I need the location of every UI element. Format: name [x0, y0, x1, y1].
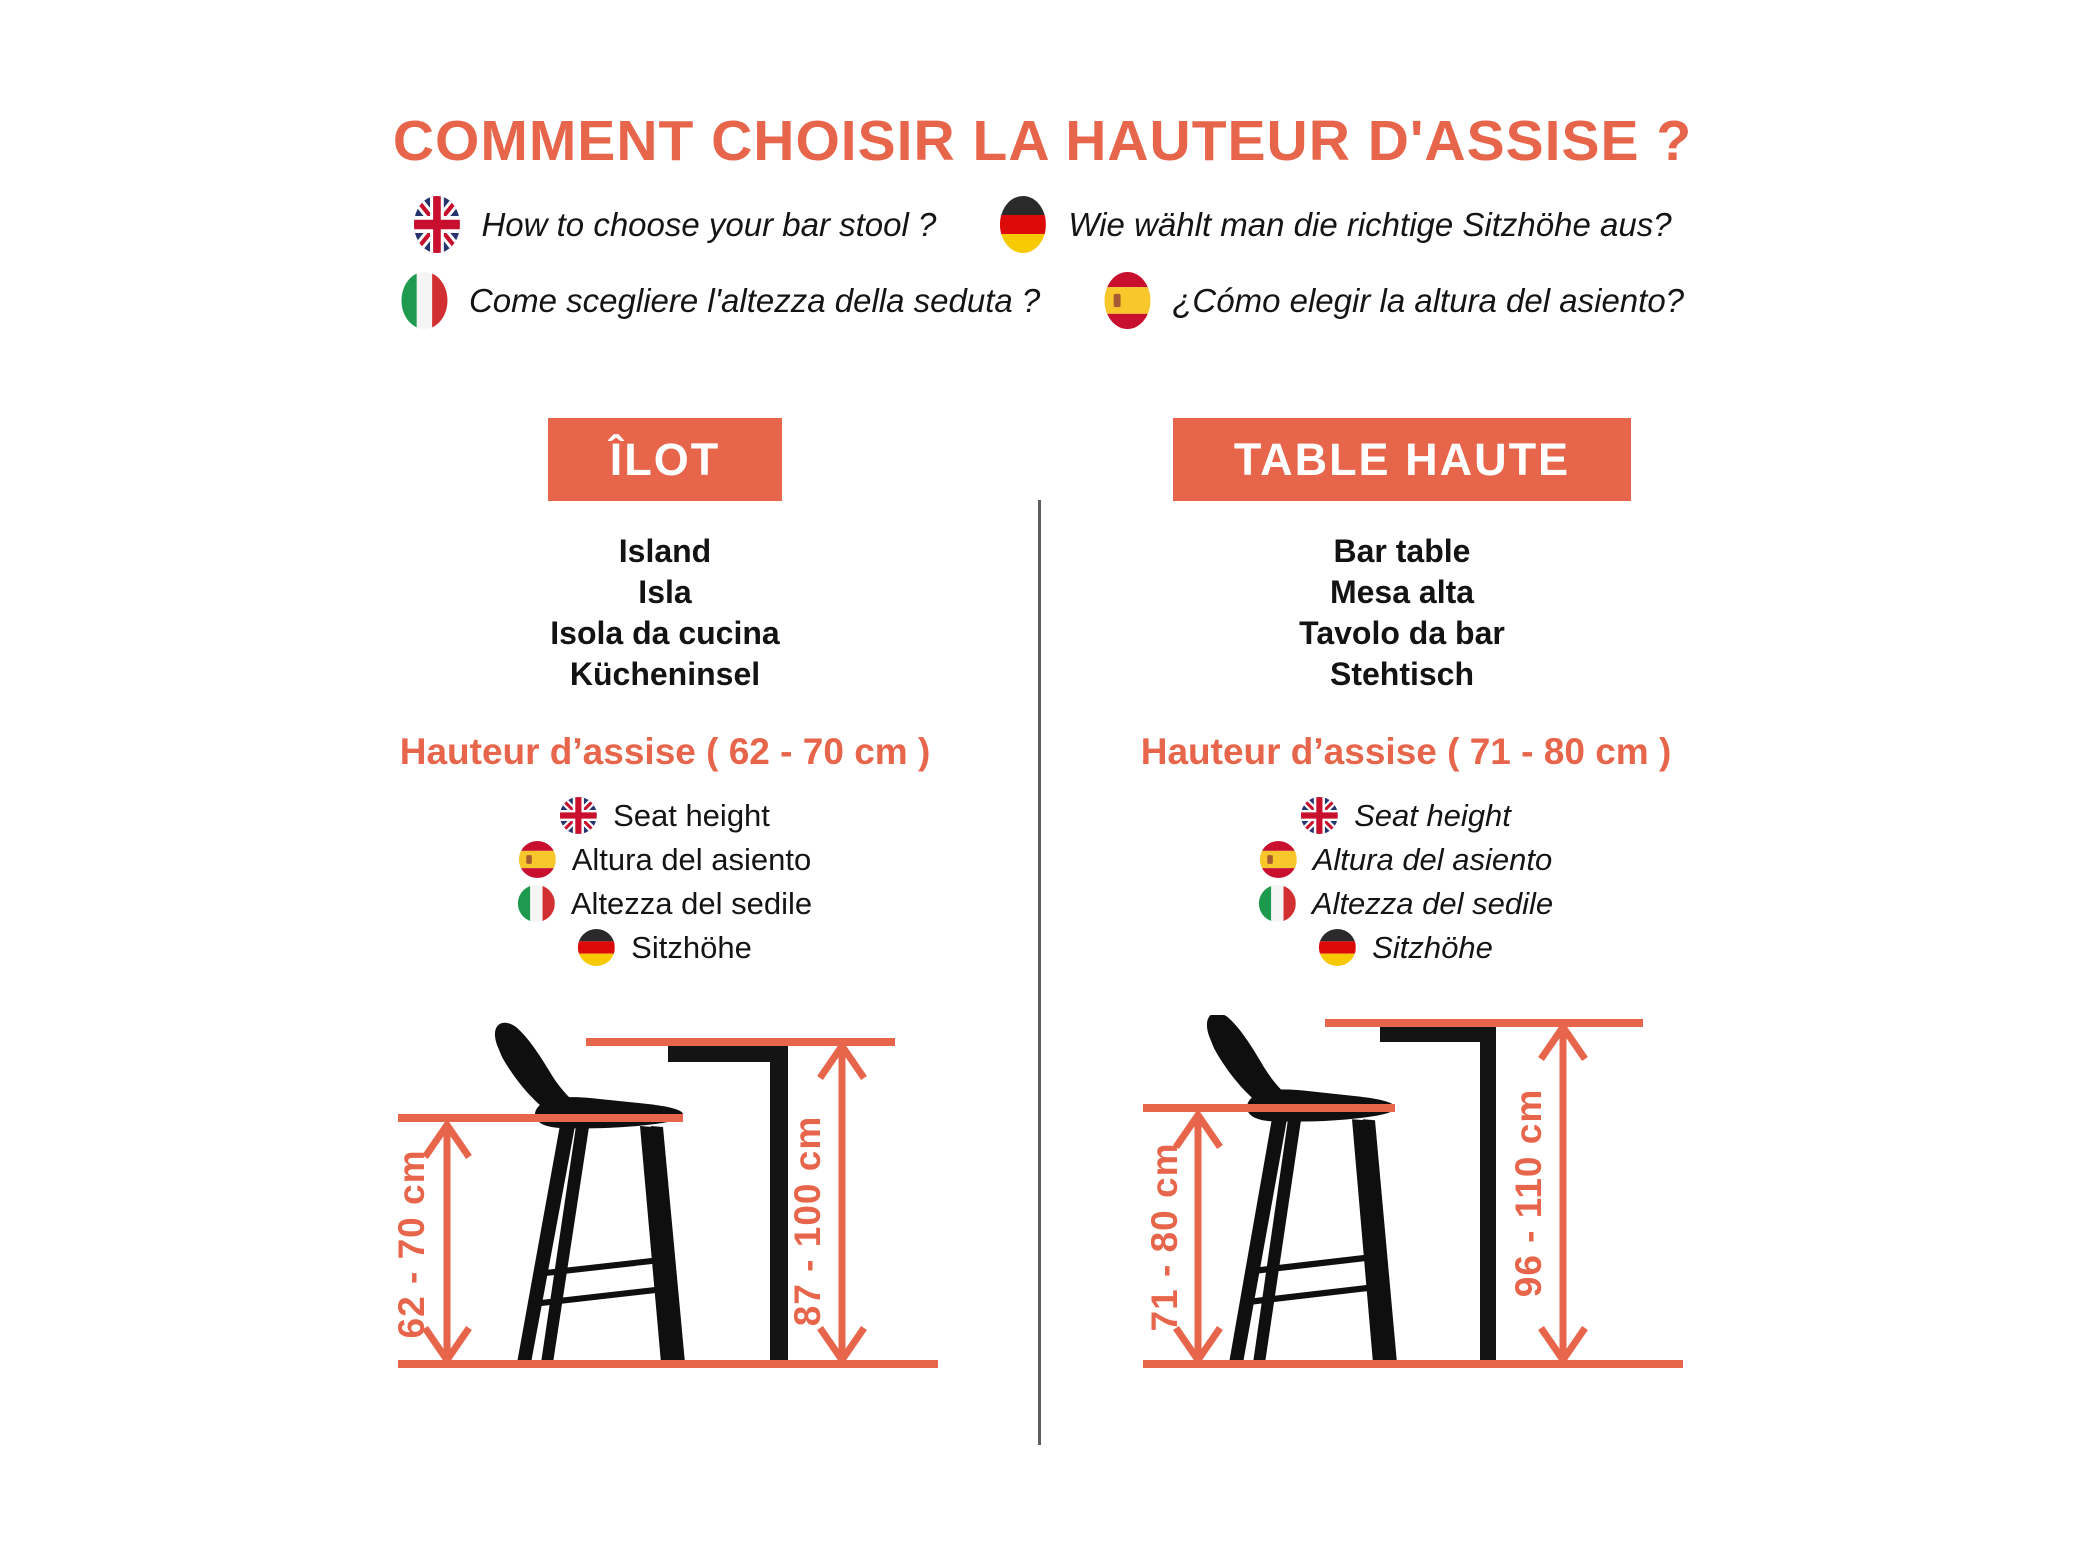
spain-flag-icon — [1260, 841, 1297, 878]
translation-line: Bar table — [1333, 533, 1471, 569]
flag-row-label: Altezza del sedile — [570, 885, 813, 921]
intro-text-english: How to choose your bar stool ? — [481, 205, 937, 243]
germany-flag-icon — [1319, 929, 1356, 966]
translation-line: Stehtisch — [1329, 656, 1475, 692]
island-table-silhouette — [668, 1045, 788, 1364]
flag-row-italian — [1259, 885, 1553, 922]
spain-flag-icon — [1104, 272, 1150, 329]
flag-row-italian — [518, 885, 812, 922]
spain-flag-icon — [519, 841, 556, 878]
column-header-ilot: ÎLOT — [548, 418, 782, 501]
flag-row-spanish — [1260, 841, 1553, 878]
table-haute-seat-height-label: Hauteur d’assise ( 71 - 80 cm ) — [1140, 731, 1672, 772]
intro-row-2 — [401, 272, 1684, 329]
intro-text-italian: Come scegliere l'altezza della seduta ? — [468, 281, 1041, 319]
table-height-value: 96 - 110 cm — [1507, 1088, 1549, 1298]
translation-line: Tavolo da bar — [1299, 615, 1505, 651]
flag-row-label: Altura del asiento — [1312, 841, 1553, 877]
translation-line: Kücheninsel — [569, 656, 761, 692]
flag-row-english — [1301, 797, 1511, 834]
column-divider — [1038, 500, 1041, 1445]
table-haute-flag-list — [1259, 797, 1553, 966]
flag-row-english — [560, 797, 770, 834]
translation-line: Mesa alta — [1329, 574, 1475, 610]
intro-item-spanish — [1104, 272, 1684, 329]
ilot-seat-height-label: Hauteur d’assise ( 62 - 70 cm ) — [399, 731, 931, 772]
table-haute-diagram — [1135, 1015, 1695, 1407]
flag-row-label: Sitzhöhe — [631, 929, 752, 965]
italy-flag-icon — [1259, 885, 1296, 922]
table-haute-translations — [1299, 531, 1505, 695]
italy-flag-icon — [518, 885, 555, 922]
intro-item-german — [1000, 196, 1671, 253]
stool-height-value: 71 - 80 cm — [1143, 1142, 1185, 1332]
reference-lines — [1143, 1023, 1683, 1364]
flag-row-label: Seat height — [613, 797, 770, 833]
uk-flag-icon — [1301, 797, 1338, 834]
flag-row-spanish — [519, 841, 812, 878]
page-title: COMMENT CHOISIR LA HAUTEUR D'ASSISE ? — [392, 109, 1693, 173]
column-header-table-haute: TABLE HAUTE — [1173, 418, 1631, 501]
ilot-flag-list — [518, 797, 812, 966]
germany-flag-icon — [578, 929, 615, 966]
intro-text-german: Wie wählt man die richtige Sitzhöhe aus? — [1068, 205, 1672, 243]
ilot-translations — [550, 531, 779, 695]
translation-line: Island — [618, 533, 712, 569]
flag-row-label: Seat height — [1354, 797, 1511, 833]
intro-text-spanish: ¿Cómo elegir la altura del asiento? — [1172, 281, 1685, 319]
italy-flag-icon — [401, 272, 447, 329]
high-table-silhouette — [1380, 1025, 1496, 1364]
ilot-diagram — [390, 1015, 950, 1407]
bar-stool-silhouette — [495, 1023, 685, 1363]
flag-row-german — [578, 929, 752, 966]
germany-flag-icon — [1000, 196, 1046, 253]
translation-line: Isola da cucina — [550, 615, 780, 651]
flag-row-label: Sitzhöhe — [1372, 929, 1493, 965]
table-height-value: 87 - 100 cm — [786, 1115, 828, 1327]
uk-flag-icon — [413, 196, 459, 253]
flag-row-label: Altura del asiento — [571, 841, 812, 877]
flag-row-label: Altezza del sedile — [1311, 885, 1554, 921]
uk-flag-icon — [560, 797, 597, 834]
intro-item-italian — [401, 272, 1040, 329]
bar-stool-silhouette — [1207, 1015, 1397, 1363]
translation-line: Isla — [638, 574, 692, 610]
stool-height-value: 62 - 70 cm — [390, 1149, 432, 1339]
intro-item-english — [413, 196, 936, 253]
intro-row-1 — [413, 196, 1671, 253]
flag-row-german — [1319, 929, 1493, 966]
